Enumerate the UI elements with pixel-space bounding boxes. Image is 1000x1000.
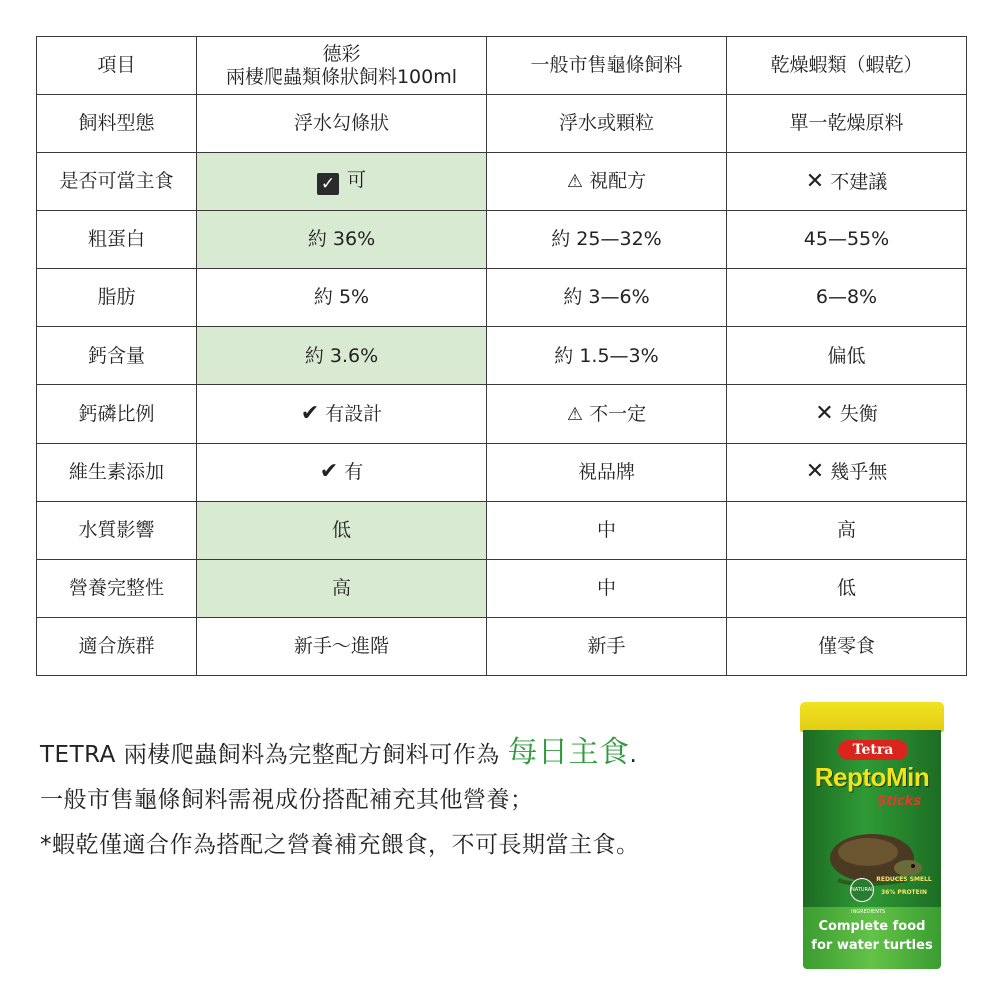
- cross-icon: ✕: [805, 168, 825, 194]
- table-row: [37, 211, 967, 269]
- comparison-table: [36, 36, 967, 676]
- check-mark-icon: ✔: [300, 400, 320, 426]
- tetra-cell: [197, 153, 487, 211]
- header-tetra: [197, 37, 487, 95]
- row-label: 鈣磷比例: [37, 385, 197, 443]
- note-line-3: *蝦乾僅適合作為搭配之營養補充餵食，不可長期當主食。: [40, 832, 640, 858]
- general-cell: 中: [487, 501, 727, 559]
- general-cell: 約 3—6%: [487, 269, 727, 327]
- tetra-cell: [197, 385, 487, 443]
- tetra-logo: Tetra: [838, 740, 908, 760]
- table-row: [37, 269, 967, 327]
- shrimp-cell: 低: [727, 559, 967, 617]
- turtle-eye: [911, 864, 915, 868]
- notes-block: [40, 730, 760, 868]
- tetra-cell: [197, 443, 487, 501]
- shrimp-cell: 僅零食: [727, 617, 967, 675]
- table-row: [37, 617, 967, 675]
- general-cell: 新手: [487, 617, 727, 675]
- natural-badge: NATURAL INGREDIENTS: [850, 878, 874, 902]
- table-row: [37, 385, 967, 443]
- header-shrimp-label: 乾燥蝦類（蝦乾）: [770, 54, 923, 77]
- header-tetra-brand: 德彩: [322, 42, 361, 65]
- turtle-head: [894, 860, 922, 876]
- product-slogan: [803, 917, 941, 955]
- tetra-cell-text: 有設計: [325, 402, 383, 425]
- shrimp-cell: [727, 385, 967, 443]
- tetra-cell-text: 有: [344, 460, 364, 483]
- row-label: 鈣含量: [37, 327, 197, 385]
- table-row: [37, 95, 967, 153]
- general-cell-text: 視配方: [589, 170, 647, 193]
- tetra-cell: 約 3.6%: [197, 327, 487, 385]
- note-line-1-suffix: .: [629, 742, 638, 768]
- warning-triangle-icon: ⚠: [566, 171, 584, 193]
- row-label: 適合族群: [37, 617, 197, 675]
- header-general: [487, 37, 727, 95]
- general-cell-text: 不一定: [589, 402, 647, 425]
- table-header-row: [37, 37, 967, 95]
- product-image: [800, 702, 944, 972]
- shrimp-cell: 6—8%: [727, 269, 967, 327]
- tetra-cell: 約 36%: [197, 211, 487, 269]
- tetra-cell: 新手～進階: [197, 617, 487, 675]
- cross-icon: ✕: [815, 400, 834, 426]
- check-mark-icon: ✔: [319, 458, 339, 484]
- shrimp-cell-text: 幾乎無: [830, 460, 888, 483]
- row-label: 脂肪: [37, 269, 197, 327]
- shrimp-cell: [727, 153, 967, 211]
- note-line-2: 一般市售龜條飼料需視成份搭配補充其他營養；: [40, 787, 534, 813]
- tetra-cell: 約 5%: [197, 269, 487, 327]
- tetra-cell: 浮水勾條狀: [197, 95, 487, 153]
- header-item: [37, 37, 197, 95]
- header-tetra-product: 兩棲爬蟲類條狀飼料100ml: [225, 65, 458, 88]
- tetra-cell: 高: [197, 559, 487, 617]
- daily-staple-highlight: 每日主食: [507, 735, 630, 770]
- table-row: [37, 153, 967, 211]
- slogan-line-2: for water turtles: [811, 938, 933, 953]
- general-cell: 視品牌: [487, 443, 727, 501]
- general-cell: [487, 153, 727, 211]
- protein-tag: 36% PROTEIN: [880, 889, 927, 896]
- shrimp-cell: 偏低: [727, 327, 967, 385]
- row-label: 維生素添加: [37, 443, 197, 501]
- shrimp-cell-text: 不建議: [830, 170, 888, 193]
- table-row: [37, 501, 967, 559]
- header-shrimp: [727, 37, 967, 95]
- shrimp-cell: 單一乾燥原料: [727, 95, 967, 153]
- general-cell: 浮水或顆粒: [487, 95, 727, 153]
- table-row: [37, 327, 967, 385]
- checked-box-icon: ✓: [317, 173, 339, 195]
- row-label: 飼料型態: [37, 95, 197, 153]
- table-row: [37, 559, 967, 617]
- note-line-1: [40, 730, 760, 778]
- shrimp-cell-text: 失衡: [839, 402, 878, 425]
- row-label: 粗蛋白: [37, 211, 197, 269]
- general-cell: 中: [487, 559, 727, 617]
- reduces-smell-tag: REDUCES SMELL: [876, 876, 932, 883]
- turtle-shell-top: [838, 838, 898, 866]
- slogan-line-1: Complete food: [818, 919, 926, 934]
- row-label: 是否可當主食: [37, 153, 197, 211]
- tetra-cell-text: 可: [346, 168, 366, 191]
- general-cell: 約 1.5—3%: [487, 327, 727, 385]
- header-general-label: 一般市售龜條飼料: [530, 54, 683, 77]
- header-item-label: 項目: [97, 54, 136, 77]
- note-line-1-prefix: TETRA 兩棲爬蟲飼料為完整配方飼料可作為: [40, 742, 500, 768]
- product-name: ReptoMin: [814, 762, 930, 792]
- shrimp-cell: 高: [727, 501, 967, 559]
- shrimp-cell: 45—55%: [727, 211, 967, 269]
- can-lid: [800, 702, 944, 732]
- row-label: 水質影響: [37, 501, 197, 559]
- general-cell: 約 25—32%: [487, 211, 727, 269]
- cross-icon: ✕: [805, 458, 825, 484]
- general-cell: [487, 385, 727, 443]
- table-row: [37, 443, 967, 501]
- tetra-cell: 低: [197, 501, 487, 559]
- row-label: 營養完整性: [37, 559, 197, 617]
- shrimp-cell: [727, 443, 967, 501]
- product-variant: Sticks: [876, 794, 922, 809]
- warning-triangle-icon: ⚠: [566, 403, 584, 425]
